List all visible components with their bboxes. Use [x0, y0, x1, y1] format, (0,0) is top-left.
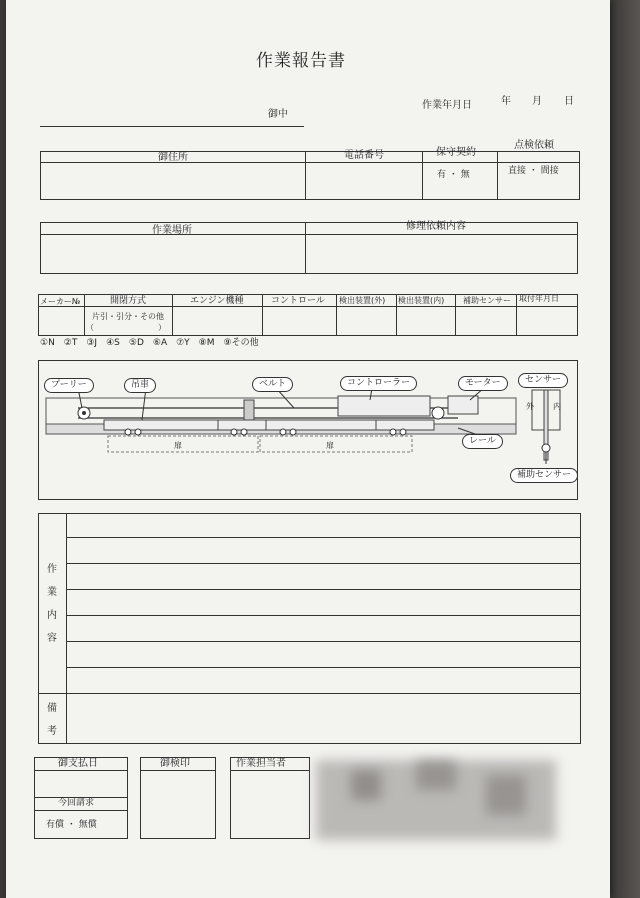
work-content-char: 内 — [47, 610, 57, 621]
divider — [84, 294, 85, 336]
divider — [516, 294, 517, 336]
door2-label: 扉 — [326, 441, 334, 450]
work-content-char: 容 — [47, 633, 57, 644]
rule-line — [140, 770, 216, 771]
engine-model-label: エンジン機種 — [190, 296, 244, 306]
doc-title: 作業報告書 — [256, 51, 346, 71]
rule-line — [66, 641, 581, 642]
hanger-label: 吊車 — [124, 378, 156, 393]
paid-free-label: 有償 ・ 無償 — [46, 820, 97, 830]
remarks-char: 考 — [47, 726, 57, 737]
rule-line — [66, 563, 581, 564]
maker-list: ①N ②T ③J ④S ⑤D ⑥A ⑦Y ⑧M ⑨その他 — [40, 338, 259, 348]
divider — [305, 151, 306, 200]
rule-line — [34, 810, 128, 811]
divider — [422, 151, 423, 200]
phone-label: 電話番号 — [344, 150, 384, 161]
background-edge — [610, 0, 640, 898]
controller-diagram-label: コントローラー — [340, 376, 417, 391]
site-table — [40, 222, 578, 274]
divider — [66, 513, 67, 744]
blurred-region — [351, 770, 381, 800]
staff-label: 作業担当者 — [236, 758, 286, 769]
inspection-request-label: 点検依頼 — [514, 140, 554, 151]
opening-value-1: 片引・引分・その他 — [92, 312, 164, 321]
info-table-header-line — [40, 162, 580, 163]
remarks-divider — [38, 693, 581, 694]
rule-line — [66, 667, 581, 668]
addressee-suffix: 御中 — [268, 109, 288, 120]
rule-line — [66, 537, 581, 538]
sensor-label: センサー — [518, 373, 568, 388]
install-date-label: 取付年月日 — [519, 294, 559, 303]
address-label: 御住所 — [158, 152, 188, 163]
divider — [497, 151, 498, 200]
year-label: 年 — [501, 96, 511, 107]
pulley-label: プーリー — [44, 378, 94, 393]
work-content-char: 業 — [47, 587, 57, 598]
maintenance-contract-label: 保守契約 — [436, 147, 476, 158]
divider — [455, 294, 456, 336]
motor-label: モーター — [458, 376, 508, 391]
inspection-seal-label: 御検印 — [160, 758, 190, 769]
info-table — [40, 151, 580, 200]
belt-label: ベルト — [252, 377, 293, 392]
work-site-label: 作業場所 — [152, 225, 192, 236]
sensor-outer-label: 検出装置(外) — [339, 296, 386, 305]
aux-sensor-label: 補助センサー — [463, 296, 511, 305]
rule-line — [230, 770, 310, 771]
door1-label: 扉 — [174, 441, 182, 450]
aux-sensor-diagram-label: 補助センサー — [510, 468, 578, 483]
rule-line — [66, 615, 581, 616]
report-form — [6, 0, 610, 898]
divider — [305, 222, 306, 274]
rule-line — [66, 589, 581, 590]
rail-label: レール — [462, 434, 503, 449]
spec-header-line — [38, 306, 578, 307]
controller-label: コントロール — [271, 296, 325, 306]
divider — [262, 294, 263, 336]
current-invoice-label: 今回請求 — [58, 798, 95, 808]
blurred-region — [416, 760, 456, 790]
outer-label: 外 — [526, 402, 534, 411]
divider — [172, 294, 173, 336]
inspection-value: 直接 ・ 間接 — [508, 166, 559, 176]
divider — [396, 294, 397, 336]
work-content-table — [38, 513, 581, 744]
opening-value-2: （ ） — [86, 323, 166, 332]
repair-content-label: 修理依頼内容 — [406, 221, 466, 232]
maker-label: メーカー№ — [40, 297, 81, 306]
opening-method-label: 開閉方式 — [110, 296, 147, 306]
remarks-char: 備 — [47, 703, 57, 714]
divider — [336, 294, 337, 336]
addressee-line — [40, 126, 304, 127]
blurred-region — [486, 775, 526, 815]
date-label: 作業年月日 — [422, 100, 472, 111]
work-content-char: 作 — [47, 564, 57, 575]
site-table-header-line — [40, 234, 578, 235]
inner-label: 内 — [553, 402, 561, 411]
month-label: 月 — [532, 96, 542, 107]
payment-date-label: 御支払日 — [58, 758, 98, 769]
sensor-inner-label: 検出装置(内) — [398, 296, 445, 305]
maintenance-value: 有 ・ 無 — [437, 170, 470, 180]
rule-line — [34, 770, 128, 771]
day-label: 日 — [564, 96, 574, 107]
